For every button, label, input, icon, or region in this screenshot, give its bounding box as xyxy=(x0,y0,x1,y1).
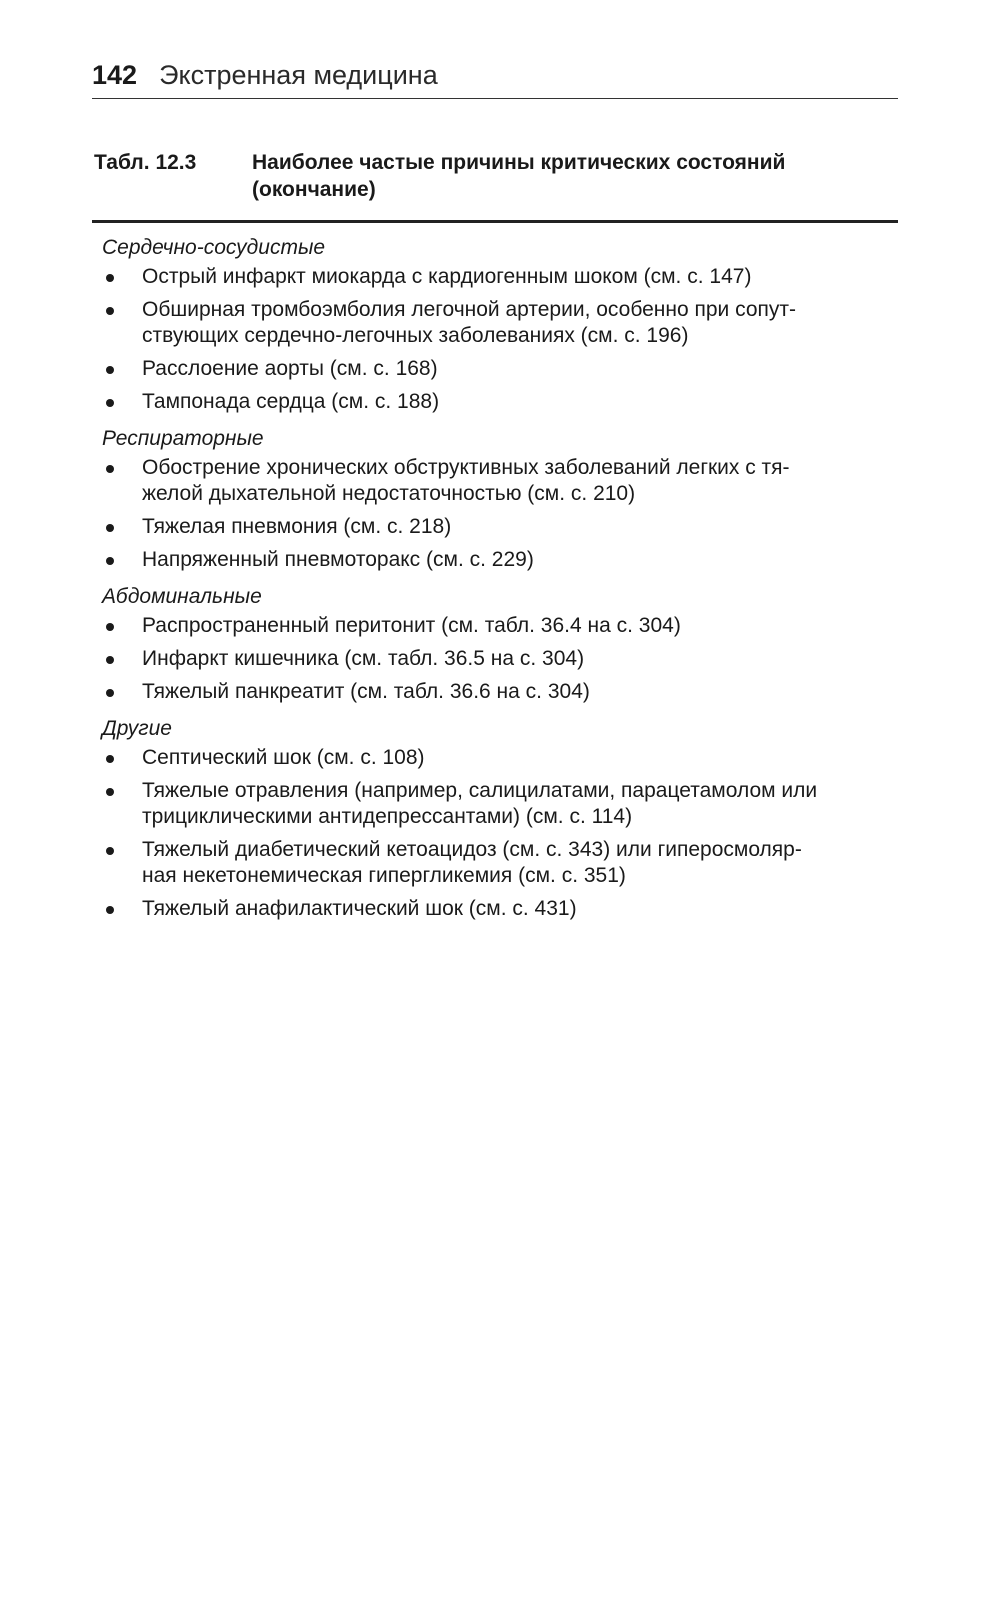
bullet-icon xyxy=(106,788,114,796)
list-item-text: трициклическими антидепрессантами) (см. с. 114) xyxy=(142,805,633,828)
section-list xyxy=(102,264,898,415)
list-item-text: Тяжелая пневмония (см. с. 218) xyxy=(142,515,452,538)
list-item-text: Тампонада сердца (см. с. 188) xyxy=(142,390,440,413)
table-caption xyxy=(92,149,898,223)
table-title xyxy=(252,149,898,203)
bullet-icon xyxy=(106,689,114,697)
list-item xyxy=(102,613,898,639)
section-heading: Респираторные xyxy=(102,427,264,450)
list-item xyxy=(102,264,898,290)
bullet-icon xyxy=(106,399,114,407)
list-item xyxy=(102,896,898,922)
bullet-icon xyxy=(106,656,114,664)
list-item-text: ствующих сердечно-легочных заболеваниях (см. с. 196) xyxy=(142,324,689,347)
list-item xyxy=(102,455,898,507)
bullet-icon xyxy=(106,524,114,532)
list-item xyxy=(102,745,898,771)
list-item-text: Обширная тромбоэмболия легочной артерии, особенно при сопут- xyxy=(142,298,797,321)
list-item-text: Расслоение аорты (см. с. 168) xyxy=(142,357,438,380)
bullet-icon xyxy=(106,465,114,473)
bullet-icon xyxy=(106,906,114,914)
bullet-icon xyxy=(106,366,114,374)
list-item-text: Обострение хронических обструктивных заболеваний легких с тя- xyxy=(142,456,790,479)
list-item-text: Тяжелые отравления (например, салицилатами, парацетамолом или xyxy=(142,779,818,802)
bullet-icon xyxy=(106,307,114,315)
bullet-icon xyxy=(106,557,114,565)
section-list xyxy=(102,613,898,705)
list-item xyxy=(102,514,898,540)
list-item-text: Тяжелый диабетический кетоацидоз (см. с. 343) или гиперосмоляр- xyxy=(142,838,802,861)
table-body xyxy=(92,231,898,922)
table-title-line: Наиболее частые причины критических состояний xyxy=(252,151,786,174)
bullet-icon xyxy=(106,847,114,855)
list-item-text: Распространенный перитонит (см. табл. 36.4 на с. 304) xyxy=(142,614,681,637)
list-item-text: Острый инфаркт миокарда с кардиогенным шоком (см. с. 147) xyxy=(142,265,752,288)
bullet-icon xyxy=(106,623,114,631)
list-item-text: Инфаркт кишечника (см. табл. 36.5 на с. 304) xyxy=(142,647,585,670)
running-title: Экстренная медицина xyxy=(159,60,438,90)
table-title-line: (окончание) xyxy=(252,178,376,201)
section-heading: Абдоминальные xyxy=(102,585,262,608)
list-item xyxy=(102,389,898,415)
bullet-icon xyxy=(106,274,114,282)
list-item-text: Тяжелый панкреатит (см. табл. 36.6 на с. 304) xyxy=(142,680,590,703)
list-item xyxy=(102,547,898,573)
table-label: Табл. 12.3 xyxy=(94,151,197,174)
section-list xyxy=(102,745,898,922)
list-item-text: ная некетонемическая гипергликемия (см. с. 351) xyxy=(142,864,626,887)
list-item-text: Напряженный пневмоторакс (см. с. 229) xyxy=(142,548,534,571)
book-page xyxy=(92,58,898,929)
list-item-text: Септический шок (см. с. 108) xyxy=(142,746,425,769)
list-item xyxy=(102,837,898,889)
page-number: 142 xyxy=(92,60,138,90)
list-item xyxy=(102,297,898,349)
section-list xyxy=(102,455,898,573)
section-heading: Сердечно-сосудистые xyxy=(102,236,326,259)
running-head xyxy=(92,58,898,99)
section-heading: Другие xyxy=(102,717,172,740)
list-item xyxy=(102,679,898,705)
list-item xyxy=(102,646,898,672)
list-item-text: желой дыхательной недостаточностью (см. с. 210) xyxy=(142,482,636,505)
list-item-text: Тяжелый анафилактический шок (см. с. 431) xyxy=(142,897,577,920)
bullet-icon xyxy=(106,755,114,763)
list-item xyxy=(102,356,898,382)
list-item xyxy=(102,778,898,830)
